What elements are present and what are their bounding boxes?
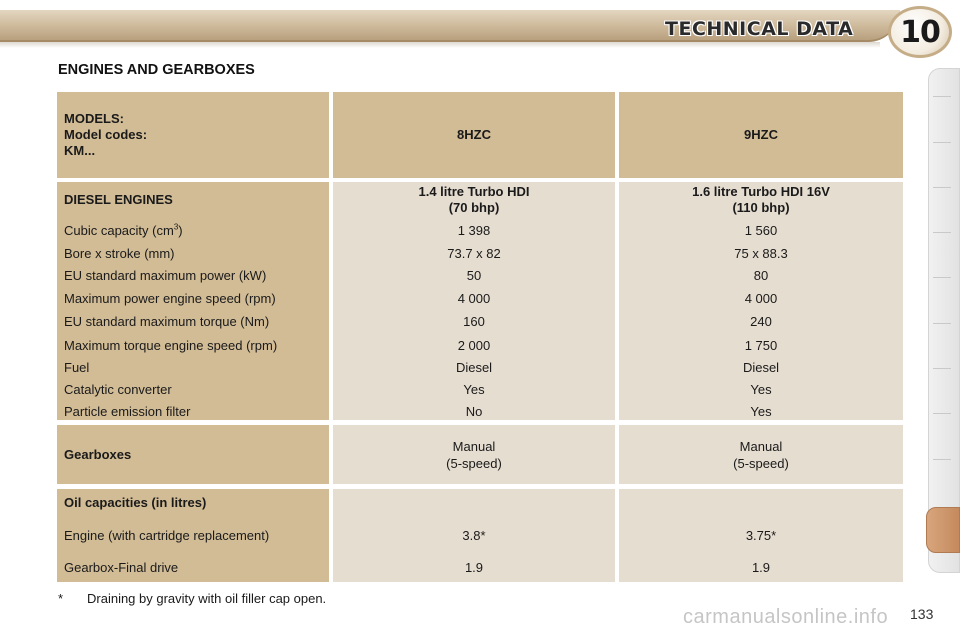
diesel-heading: DIESEL ENGINES	[64, 192, 173, 207]
footnote	[58, 591, 326, 606]
model-codes-label: Model codes:	[64, 127, 148, 142]
spec-label: Maximum torque engine speed (rpm)	[64, 338, 278, 353]
oil-heading: Oil capacities (in litres)	[64, 495, 207, 510]
chapter-tab-active[interactable]	[926, 507, 960, 553]
gearbox-speeds-2: (5-speed)	[733, 456, 789, 471]
spec-label: Particle emission filter	[64, 404, 191, 419]
engine-2-power: (110 bhp)	[732, 200, 790, 215]
spec-value: Yes	[750, 382, 772, 397]
tab-divider	[933, 323, 951, 324]
gearbox-type-1: Manual	[452, 439, 496, 454]
spec-value: 73.7 x 82	[447, 246, 501, 261]
gearbox-type-2: Manual	[739, 439, 783, 454]
page-title: TECHNICAL DATA	[665, 18, 854, 40]
gearbox-heading: Gearboxes	[64, 447, 132, 462]
engine-1-power: (70 bhp)	[448, 200, 500, 215]
spec-value: Yes	[463, 382, 485, 397]
footnote-mark: *	[58, 591, 64, 606]
oil-value: 3.8*	[462, 528, 486, 543]
section-title: ENGINES AND GEARBOXES	[58, 62, 255, 78]
chapter-tab-strip[interactable]	[928, 68, 960, 573]
engine-2-name: 1.6 litre Turbo HDI 16V	[692, 184, 830, 199]
spec-value: 75 x 88.3	[734, 246, 788, 261]
tab-divider	[933, 232, 951, 233]
spec-value: No	[465, 404, 483, 419]
spec-label: Bore x stroke (mm)	[64, 246, 175, 261]
watermark: carmanualsonline.info	[683, 606, 889, 628]
spec-value: Diesel	[742, 360, 780, 375]
tab-divider	[933, 96, 951, 97]
model-code-2: 9HZC	[744, 127, 778, 142]
tab-divider	[933, 413, 951, 414]
spec-label: Maximum power engine speed (rpm)	[64, 291, 276, 306]
oil-label: Gearbox-Final drive	[64, 560, 179, 575]
chapter-badge	[888, 6, 952, 58]
page-number: 133	[910, 606, 934, 622]
spec-value: Diesel	[455, 360, 493, 375]
spec-label: EU standard maximum power (kW)	[64, 268, 267, 283]
footnote-text: Draining by gravity with oil filler cap open.	[87, 591, 327, 606]
spec-label: Fuel	[64, 360, 90, 375]
engine-1-name: 1.4 litre Turbo HDI	[418, 184, 530, 199]
spec-label-suffix: )	[178, 223, 183, 238]
spec-value: 160	[463, 314, 485, 329]
spec-label: Catalytic converter	[64, 382, 172, 397]
spec-label-superscript: 3	[173, 222, 179, 232]
tab-divider	[933, 142, 951, 143]
spec-value: 4 000	[457, 291, 491, 306]
tab-divider	[933, 277, 951, 278]
oil-value: 1.9	[751, 560, 771, 575]
gearbox-speeds-1: (5-speed)	[446, 456, 502, 471]
spec-value: 240	[750, 314, 772, 329]
model-code-1: 8HZC	[457, 127, 491, 142]
spec-label	[64, 223, 183, 239]
spec-value: 1 750	[744, 338, 778, 353]
tab-divider	[933, 187, 951, 188]
spec-label-text: Cubic capacity (cm	[64, 223, 174, 238]
spec-label: EU standard maximum torque (Nm)	[64, 314, 270, 329]
km-label: KM...	[64, 143, 96, 158]
oil-value: 3.75*	[745, 528, 777, 543]
spec-value: 4 000	[744, 291, 778, 306]
spec-value: 50	[466, 268, 482, 283]
spec-value: 80	[753, 268, 769, 283]
spec-value: 1 560	[744, 223, 778, 238]
spec-value: 1 398	[457, 223, 491, 238]
chapter-number: 10	[900, 14, 940, 50]
oil-value: 1.9	[464, 560, 484, 575]
oil-label: Engine (with cartridge replacement)	[64, 528, 270, 543]
spec-value: 2 000	[457, 338, 491, 353]
tab-divider	[933, 459, 951, 460]
spec-value: Yes	[750, 404, 772, 419]
tab-divider	[933, 368, 951, 369]
models-label: MODELS:	[64, 111, 124, 126]
